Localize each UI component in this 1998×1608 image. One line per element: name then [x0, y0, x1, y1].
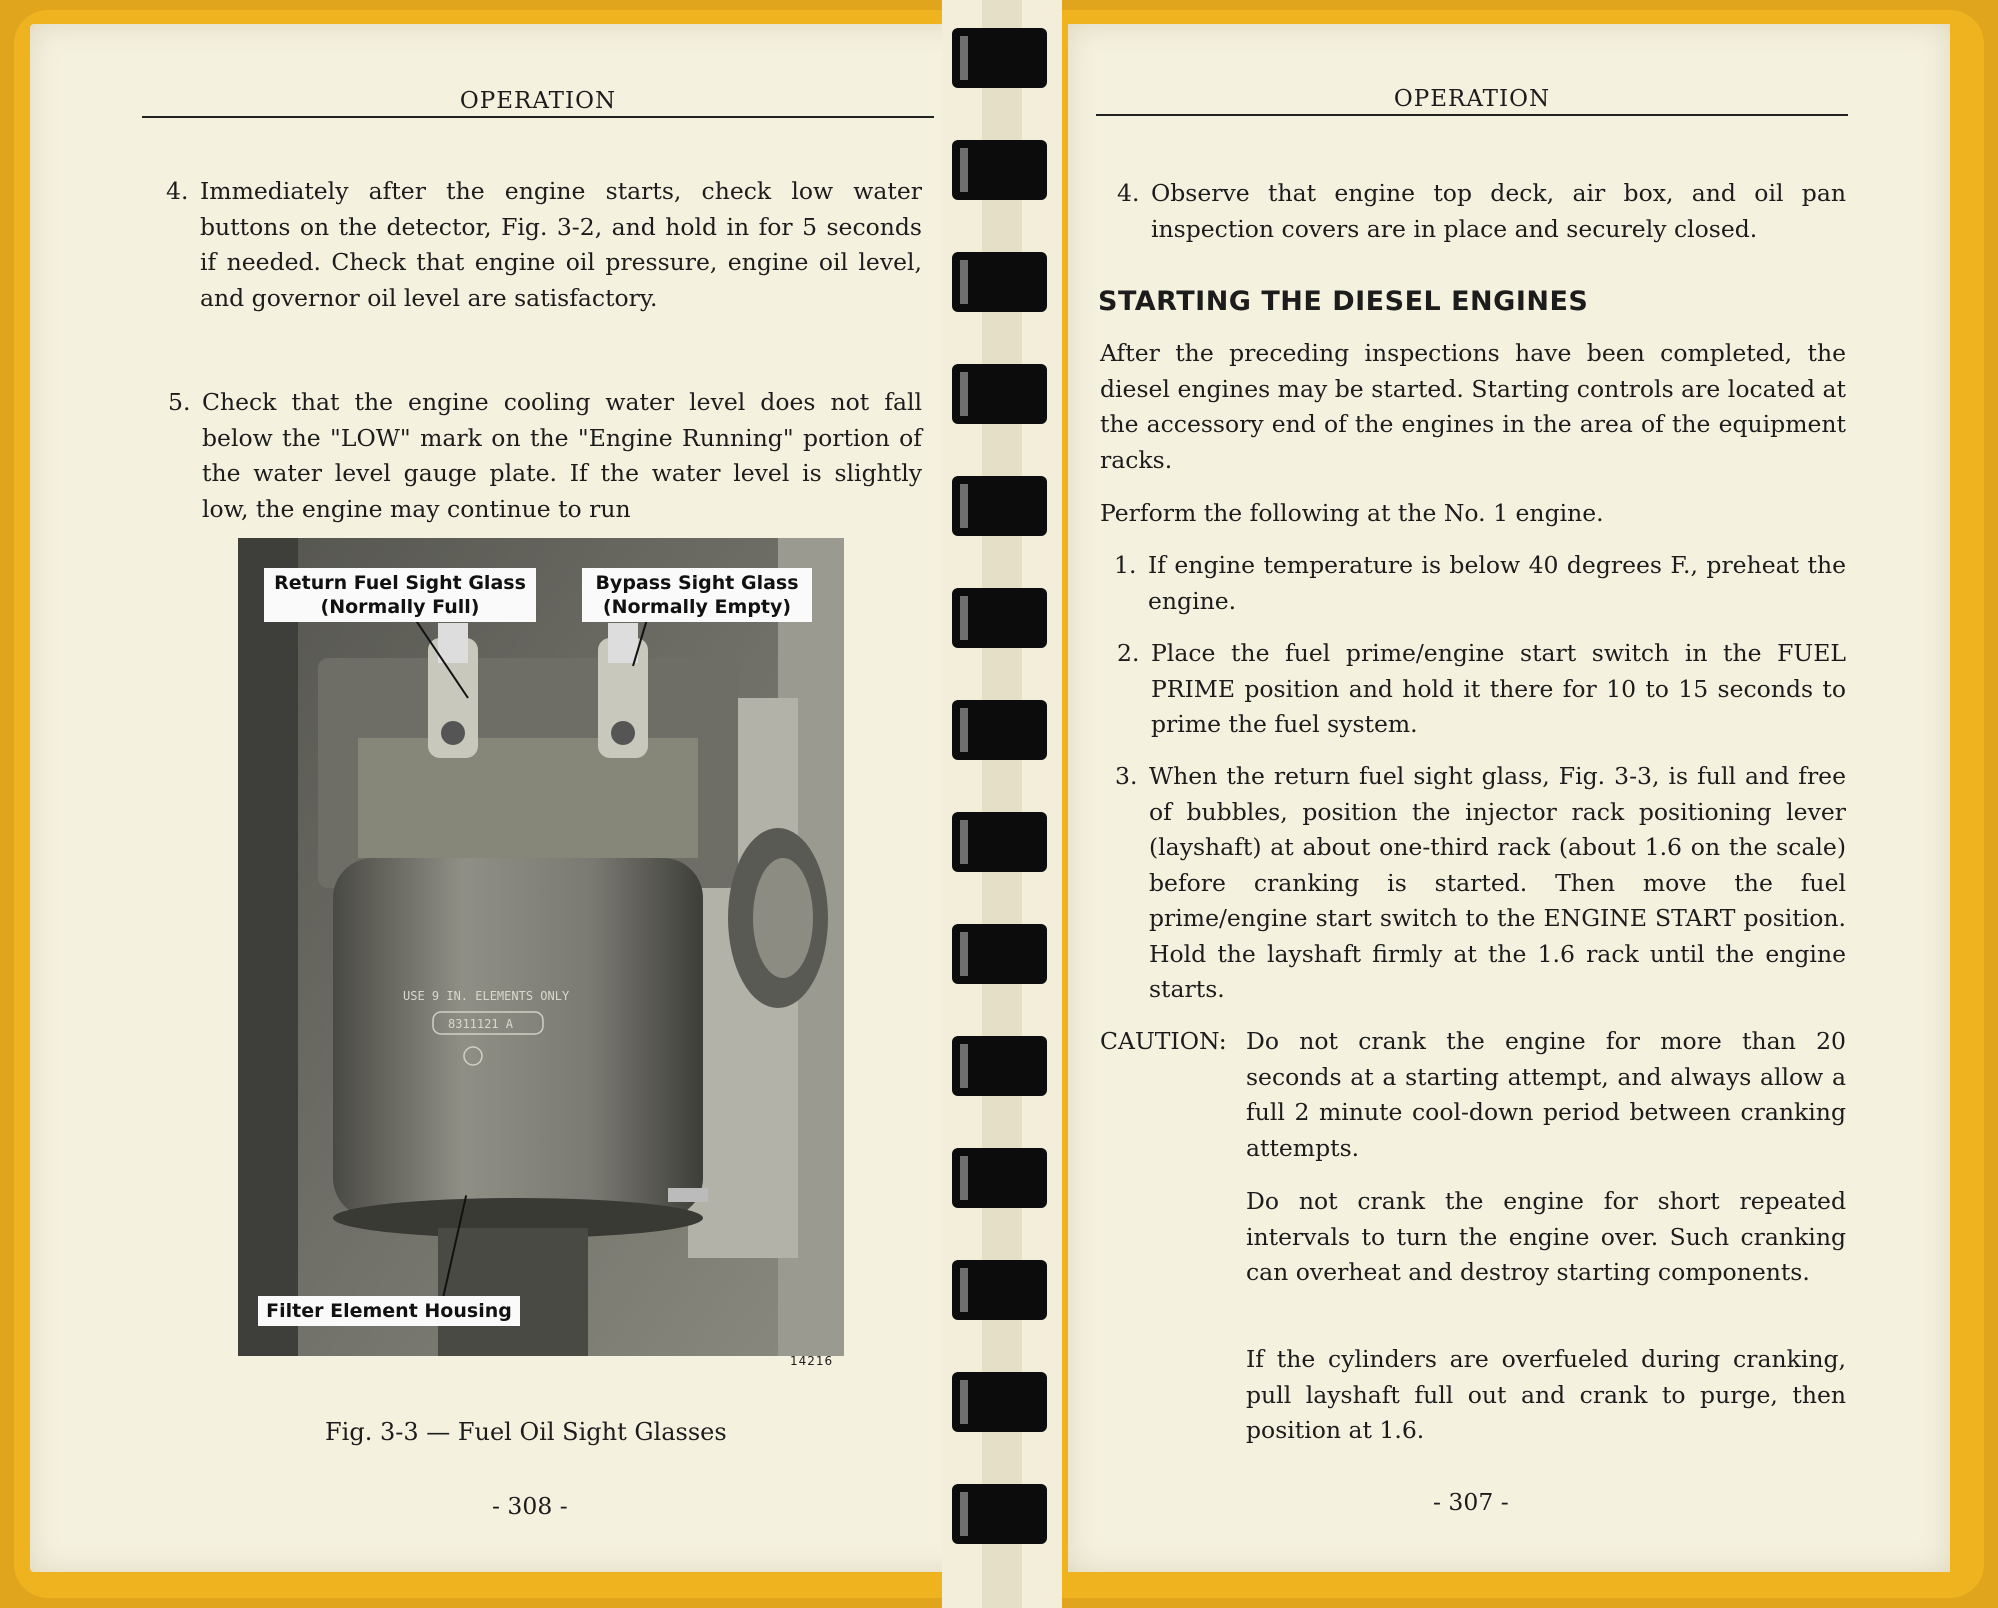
item-text: Immediately after the engine starts, check low water buttons on the detector, Fig. 3-2, and hold in for 5 seconds if needed. Check that engine oil pressure, engine oil level, and governor oil level are satisfactory. — [200, 177, 922, 312]
step-text: If engine temperature is below 40 degrees F., preheat the engine. — [1148, 551, 1846, 615]
fuel-sight-glass-photo — [238, 538, 844, 1356]
item-text: Check that the engine cooling water level does not fall below the "LOW" mark on the "Engine Running" portion of the water level gauge plate. If the water level is slightly low, the engine may continue to run — [202, 388, 922, 523]
caution-paragraph-1: Do not crank the engine for more than 20 seconds at a starting attempt, and always allow a full 2 minute cool-down period between cranking attempts. — [1246, 1027, 1846, 1162]
left-page-number: - 308 - — [492, 1492, 568, 1520]
item-number: 5. — [168, 388, 191, 416]
svg-text:8311121 A: 8311121 A — [448, 1017, 514, 1031]
right-item-4 — [1117, 176, 1846, 247]
filter-element-housing-label: Filter Element Housing — [258, 1296, 520, 1326]
figure-caption: Fig. 3-3 — Fuel Oil Sight Glasses — [325, 1418, 727, 1446]
engine-photo-illustration — [238, 538, 844, 1356]
right-running-head: OPERATION — [1096, 86, 1848, 116]
right-page — [1068, 24, 1950, 1572]
left-page — [30, 24, 985, 1572]
item-number: 4. — [166, 177, 189, 205]
caution-paragraph-2: Do not crank the engine for short repeated intervals to turn the engine over. Such cranking can overheat and destroy starting components. — [1246, 1187, 1846, 1286]
item-text: Observe that engine top deck, air box, and oil pan inspection covers are in place and securely closed. — [1151, 179, 1846, 243]
svg-text:USE 9 IN. ELEMENTS ONLY: USE 9 IN. ELEMENTS ONLY — [403, 989, 570, 1003]
step-3 — [1115, 759, 1846, 1008]
left-item-5 — [168, 385, 922, 527]
step-number: 2. — [1117, 639, 1140, 667]
right-page-number: - 307 - — [1433, 1488, 1509, 1516]
step-2 — [1117, 636, 1846, 743]
return-fuel-sight-glass-label: Return Fuel Sight Glass (Normally Full) — [264, 568, 536, 622]
intro-paragraph: After the preceding inspections have been completed, the diesel engines may be started. Starting controls are located at the accessory end of the engines in the area of the equipment racks. — [1100, 339, 1846, 474]
section-heading: STARTING THE DIESEL ENGINES — [1098, 286, 1589, 317]
spiral-binding — [942, 0, 1062, 1608]
left-running-head: OPERATION — [142, 88, 934, 118]
perform-paragraph: Perform the following at the No. 1 engine. — [1100, 499, 1604, 527]
caution-label: CAUTION: — [1100, 1027, 1227, 1055]
bypass-sight-glass-label: Bypass Sight Glass (Normally Empty) — [582, 568, 812, 622]
step-text: When the return fuel sight glass, Fig. 3-3, is full and free of bubbles, position the injector rack positioning lever (layshaft) at about one-third rack (about 1.6 on the scale) before cranking is started. Then move the fuel prime/engine start switch to the ENGINE START position. Hold the layshaft firmly at the 1.6 rack until the engine starts. — [1149, 762, 1846, 1003]
caution-paragraph-3: If the cylinders are overfueled during cranking, pull layshaft full out and crank to purge, then position at 1.6. — [1246, 1345, 1846, 1444]
step-number: 1. — [1114, 551, 1137, 579]
step-number: 3. — [1115, 762, 1138, 790]
step-text: Place the fuel prime/engine start switch in the FUEL PRIME position and hold it there for 10 to 15 seconds to prime the fuel system. — [1151, 639, 1846, 738]
figure-number: 14216 — [790, 1354, 834, 1368]
item-number: 4. — [1117, 179, 1140, 207]
step-1 — [1114, 548, 1846, 619]
left-item-4 — [166, 174, 922, 316]
